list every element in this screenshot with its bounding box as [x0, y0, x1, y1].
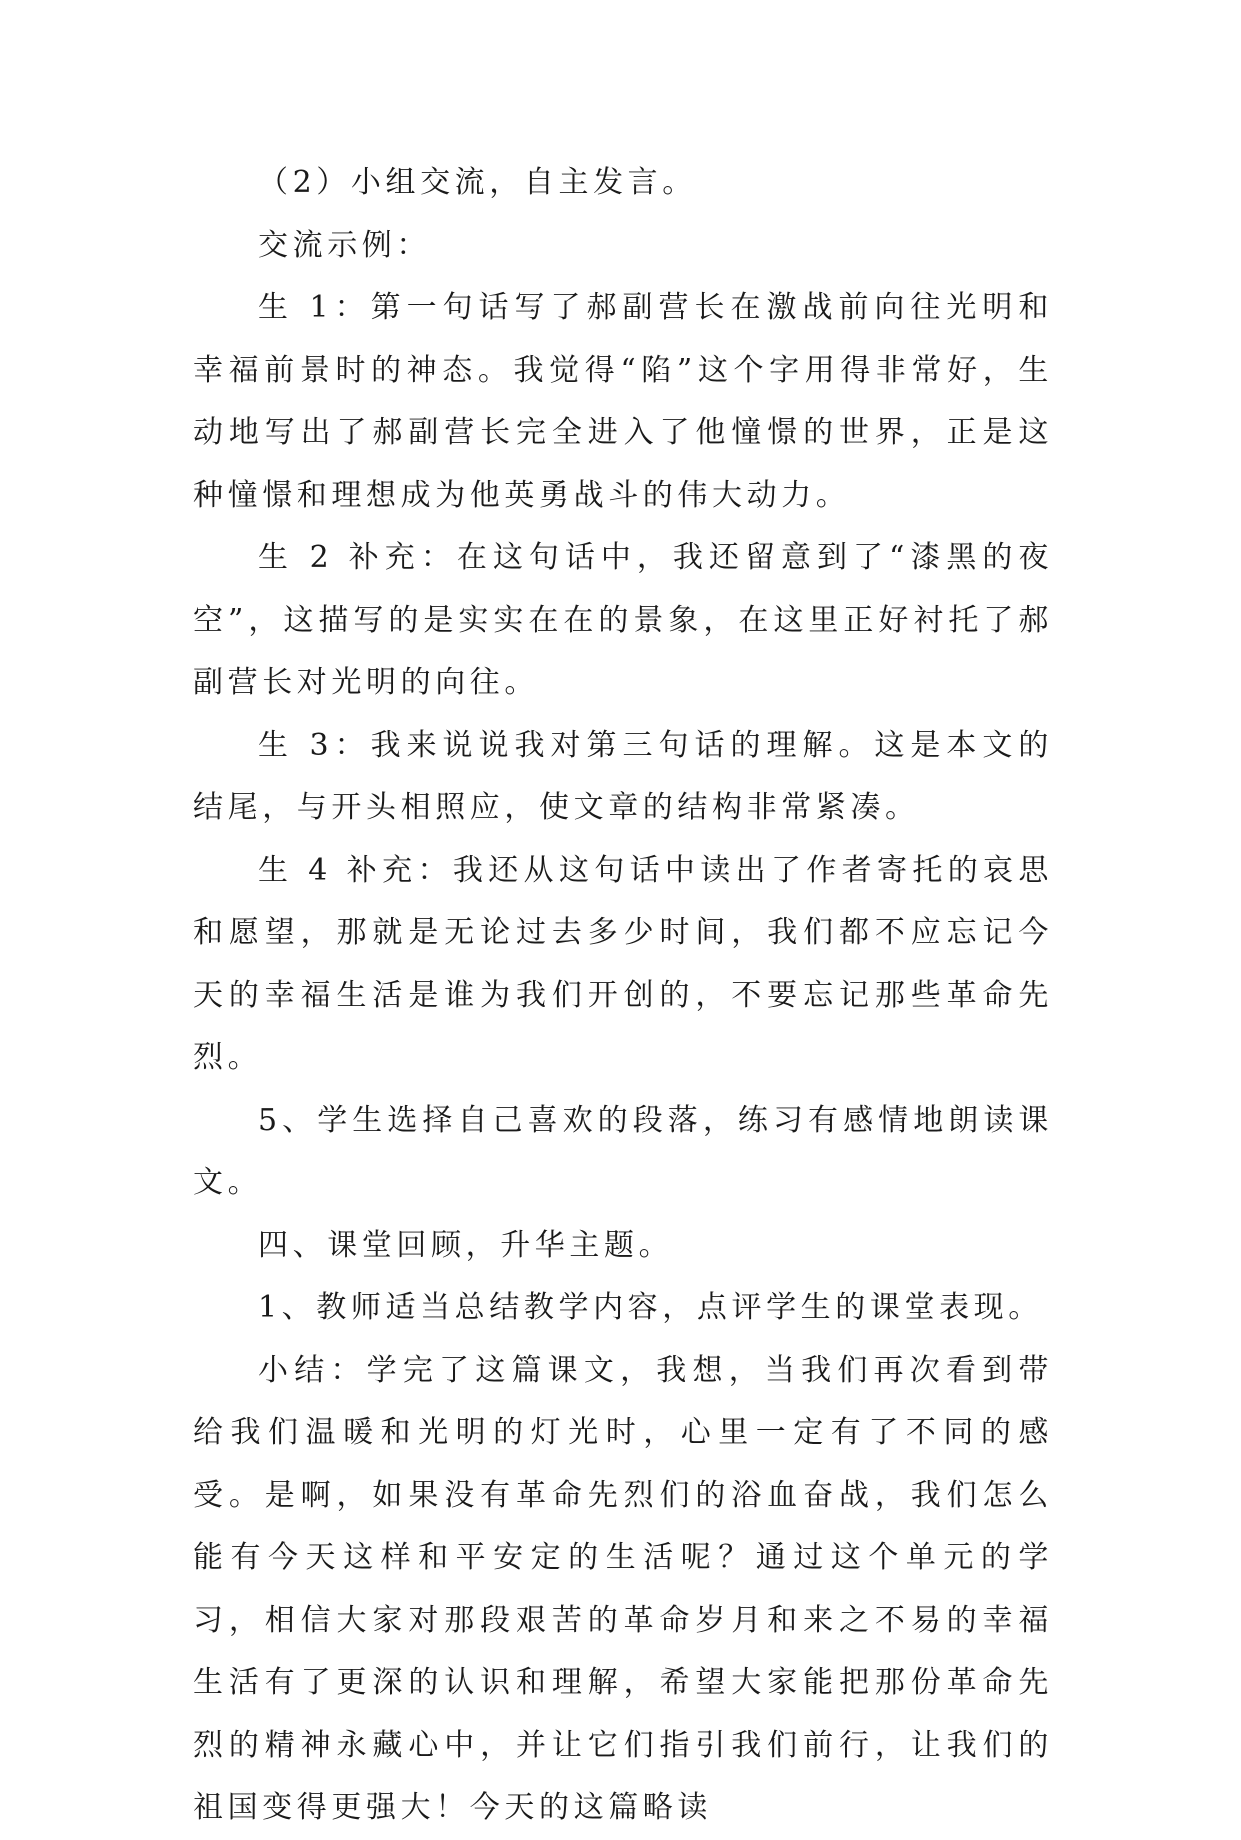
paragraph-example-heading: 交流示例：: [258, 227, 431, 263]
paragraph-student-2: 生 2 补充：在这句话中，我还留意到了“漆黑的夜空”，这描写的是实实在在的景象，在这里正好衬托了郝副营长对光明的向往。: [193, 540, 1053, 700]
paragraph-teacher-summary: 1、教师适当总结教学内容，点评学生的课堂表现。: [258, 1290, 1043, 1325]
paragraph-section-4-heading: 四、课堂回顾，升华主题。: [258, 1227, 674, 1263]
document-body: [193, 152, 1053, 1840]
paragraph-step-5: 5、学生选择自己喜欢的段落，练习有感情地朗读课文。: [193, 1102, 1053, 1200]
paragraph-student-3: 生 3：我来说说我对第三句话的理解。这是本文的结尾，与开头相照应，使文章的结构非常紧凑。: [193, 727, 1053, 825]
paragraph-group-discussion: （2）小组交流，自主发言。: [258, 165, 697, 200]
paragraph-student-4: 生 4 补充：我还从这句话中读出了作者寄托的哀思和愿望，那就是无论过去多少时间，我们都不应忘记今天的幸福生活是谁为我们开创的，不要忘记那些革命先烈。: [193, 852, 1053, 1075]
paragraph-student-1: 生 1：第一句话写了郝副营长在激战前向往光明和幸福前景时的神态。我觉得“陷”这个字用得非常好，生动地写出了郝副营长完全进入了他憧憬的世界，正是这种憧憬和理想成为他英勇战斗的伟大动力。: [193, 290, 1053, 513]
paragraph-conclusion: 小结：学完了这篇课文，我想，当我们再次看到带给我们温暖和光明的灯光时，心里一定有了不同的感受。是啊，如果没有革命先烈们的浴血奋战，我们怎么能有今天这样和平安定的生活呢？通过这个单元的学习，相信大家对那段艰苦的革命岁月和来之不易的幸福生活有了更深的认识和理解，希望大家能把那份革命先烈的精神永藏心中，并让它们指引我们前行，让我们的祖国变得更强大！今天的这篇略读: [193, 1352, 1053, 1825]
